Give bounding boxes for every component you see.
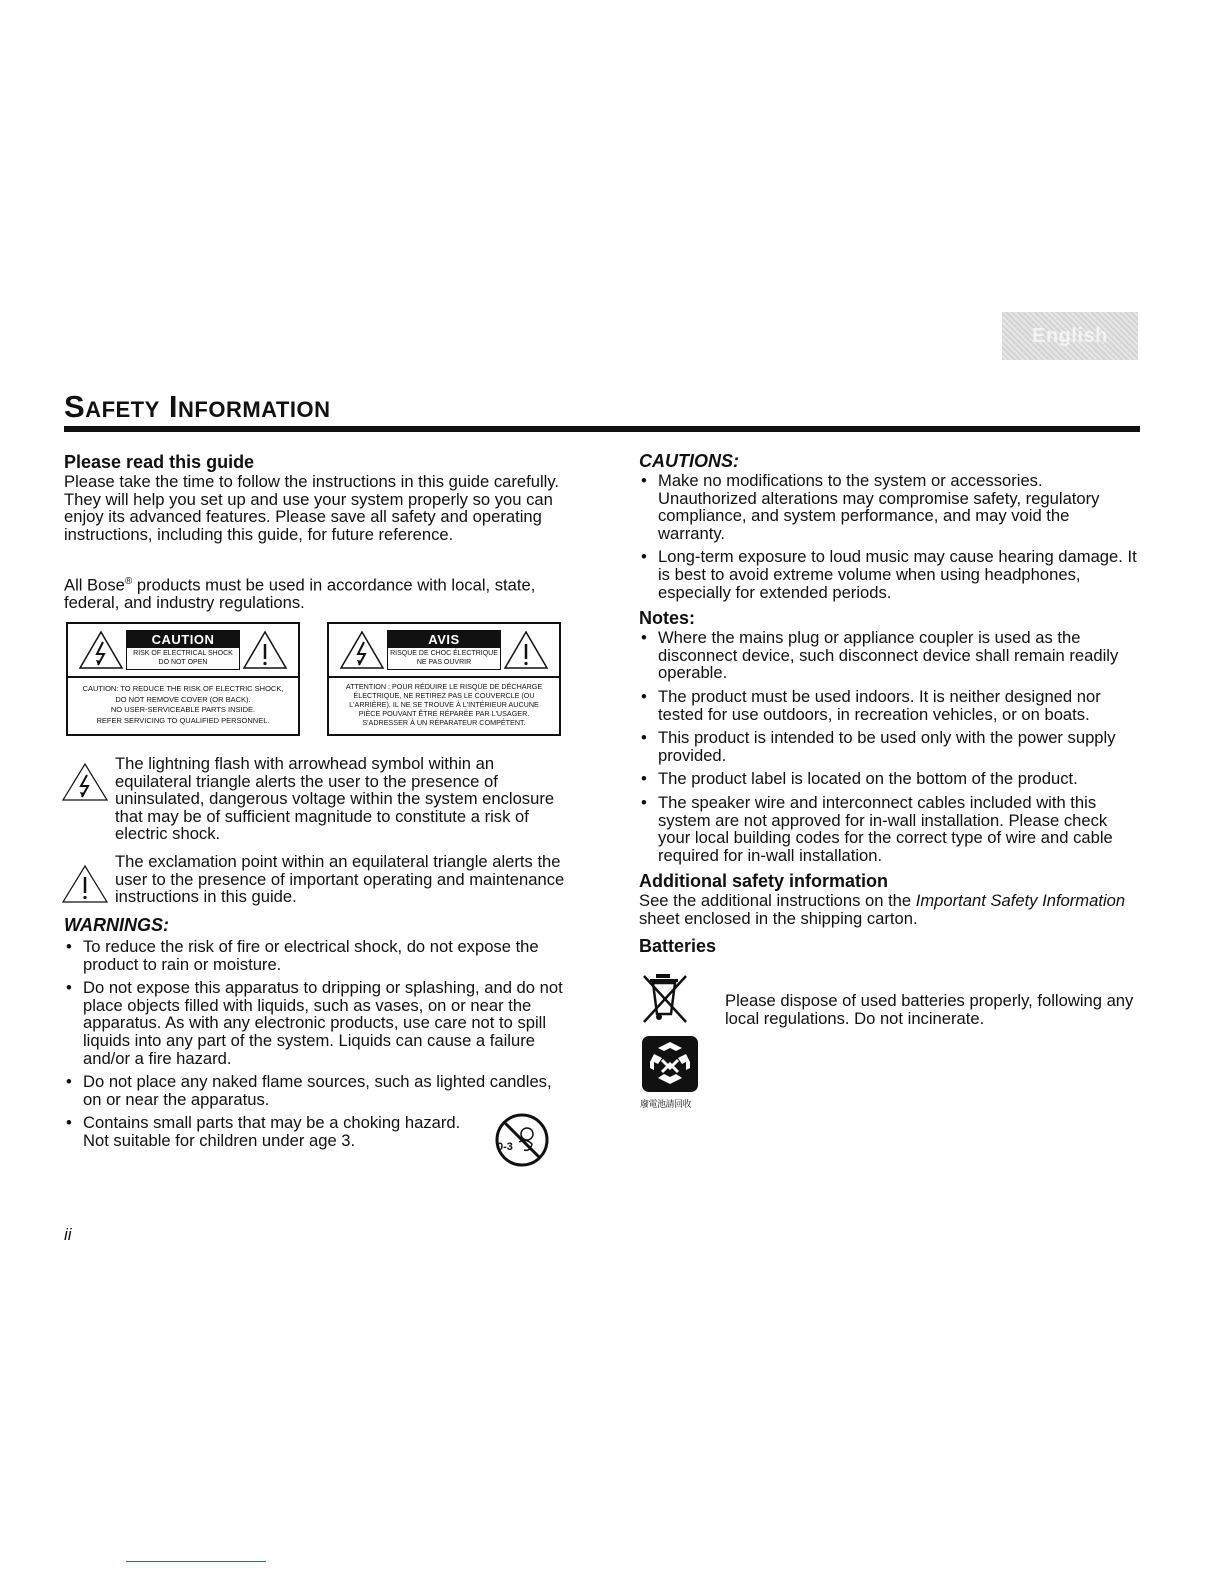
additional-safety-body [639, 892, 1139, 927]
recycle-caption: 廢電池請回收 [640, 1100, 692, 1110]
age-badge-label: 0-3 [497, 1141, 513, 1153]
cautions-list [639, 472, 1139, 601]
lightning-triangle-icon [78, 630, 124, 670]
title-rule [64, 426, 1140, 432]
batteries-body: Please dispose of used batteries properly, following any local regulations. Do not incinerate. [725, 991, 1134, 1028]
notes-heading: Notes: [639, 608, 696, 629]
avis-label-head [387, 630, 501, 670]
lightning-triangle-icon [339, 630, 385, 670]
avis-label-body: ATTENTION : POUR RÉDUIRE LE RISQUE DE DÉCHARGE ÉLECTRIQUE, NE RETIREZ PAS LE COUVERCLE (OU L'ARRIÈRE). IL NE SE TROUVE À L'INTÉRIEUR AUCUNE PIÈCE POUVANT ÊTRE RÉPARÉE PAR L'USAGER. S'ADRESSER À UN RÉPARATEUR COMPÉTENT. [345, 682, 543, 727]
cautions-heading: CAUTIONS: [639, 451, 739, 471]
note-item: • This product is intended to be used only with the power supply provided. [639, 729, 1139, 764]
note-item: • Where the mains plug or appliance coupler is used as the disconnect device, such disconnect device shall remain readily operable. [639, 629, 1139, 682]
avis-label [327, 622, 561, 736]
warnings-list [64, 938, 564, 1150]
note-item: • The product must be used indoors. It is neither designed nor tested for use outdoors, in recreation vehicles, or on boats. [639, 688, 1139, 723]
avis-label-subtitle: RISQUE DE CHOC ÉLECTRIQUE NE PAS OUVRIR [390, 650, 498, 666]
page-title: Safety Information [64, 389, 331, 424]
bose-regulations [64, 573, 564, 612]
caution-label-body: CAUTION: TO REDUCE THE RISK OF ELECTRIC SHOCK, DO NOT REMOVE COVER (OR BACK). NO USER-SERVICEABLE PARTS INSIDE. REFER SERVICING TO QUALIFIED PERSONNEL. [82, 684, 284, 725]
exclamation-triangle-icon [60, 864, 110, 904]
crossed-bin-icon [640, 970, 692, 1026]
lightning-explanation: The lightning flash with arrowhead symbol within an equilateral triangle alerts the user to the presence of uninsulated, dangerous voltage within the system enclosure that may be of sufficient magnitude to constitute a risk of electric shock. [115, 754, 555, 844]
warning-item: • Contains small parts that may be a choking hazard. Not suitable for children under age 3. [64, 1114, 564, 1149]
language-tab: English [1002, 312, 1138, 360]
notes-list [639, 629, 1139, 864]
warning-item: • Do not expose this apparatus to dripping or splashing, and do not place objects filled with liquids, such as vases, on or near the apparatus. As with any electronic products, use care not to spill liquids into any part of the system. Liquids can cause a failure and/or a fire hazard. [64, 979, 564, 1067]
warnings-heading: WARNINGS: [64, 915, 169, 935]
left-column [64, 451, 564, 543]
no-children-icon [494, 1112, 550, 1168]
age-warning-badge [494, 1112, 550, 1168]
bose-prefix: All Bose [64, 575, 125, 595]
warnings-section [64, 914, 564, 1156]
caution-label-head [126, 630, 240, 670]
bose-suffix: products must be used in accordance with local, state, federal, and industry regulations. [64, 575, 536, 613]
footer-rule [126, 1561, 266, 1562]
batteries-heading: Batteries [639, 936, 717, 957]
exclamation-triangle-icon [242, 630, 288, 670]
lightning-triangle-icon [60, 762, 110, 802]
note-item: • The speaker wire and interconnect cables included with this system are not approved for in-wall installation. Please check your local building codes for the correct type of wire and cable required for in-wall installation. [639, 794, 1139, 864]
caution-item: • Make no modifications to the system or accessories. Unauthorized alterations may compromise safety, regulatory compliance, and system performance, and may void the warranty. [639, 472, 1139, 542]
right-column [639, 450, 1139, 957]
additional-prefix: See the additional instructions on the [639, 891, 916, 911]
warning-item: • Do not place any naked flame sources, such as lighted candles, on or near the apparatus. [64, 1073, 564, 1108]
caution-item: • Long-term exposure to loud music may cause hearing damage. It is best to avoid extreme volume when using headphones, especially for extended periods. [639, 548, 1139, 601]
read-guide-body: Please take the time to follow the instructions in this guide carefully. They will help you set up and use your system properly so you can enjoy its advanced features. Please save all safety and operating instructions, including this guide, for future reference. [64, 472, 559, 544]
additional-suffix: sheet enclosed in the shipping carton. [639, 908, 918, 928]
registered-mark: ® [124, 576, 133, 587]
caution-label [66, 622, 300, 736]
caution-label-subtitle: RISK OF ELECTRICAL SHOCK DO NOT OPEN [133, 650, 233, 666]
read-guide-heading: Please read this guide [64, 452, 255, 472]
additional-safety-heading: Additional safety information [639, 871, 889, 892]
note-item: • The product label is located on the bottom of the product. [639, 770, 1139, 788]
battery-recycle-icon [640, 1034, 700, 1094]
exclamation-triangle-icon [503, 630, 549, 670]
page-number: ii [64, 1225, 72, 1244]
important-safety-title: Important Safety Information [915, 891, 1126, 911]
avis-label-divider [329, 676, 559, 678]
caution-label-title: CAUTION [127, 631, 239, 648]
avis-label-title: AVIS [388, 631, 500, 648]
exclamation-explanation: The exclamation point within an equilateral triangle alerts the user to the presence of important operating and maintenance instructions in this guide. [115, 852, 565, 907]
caution-label-divider [68, 676, 298, 678]
warning-item: • To reduce the risk of fire or electrical shock, do not expose the product to rain or moisture. [64, 938, 564, 973]
